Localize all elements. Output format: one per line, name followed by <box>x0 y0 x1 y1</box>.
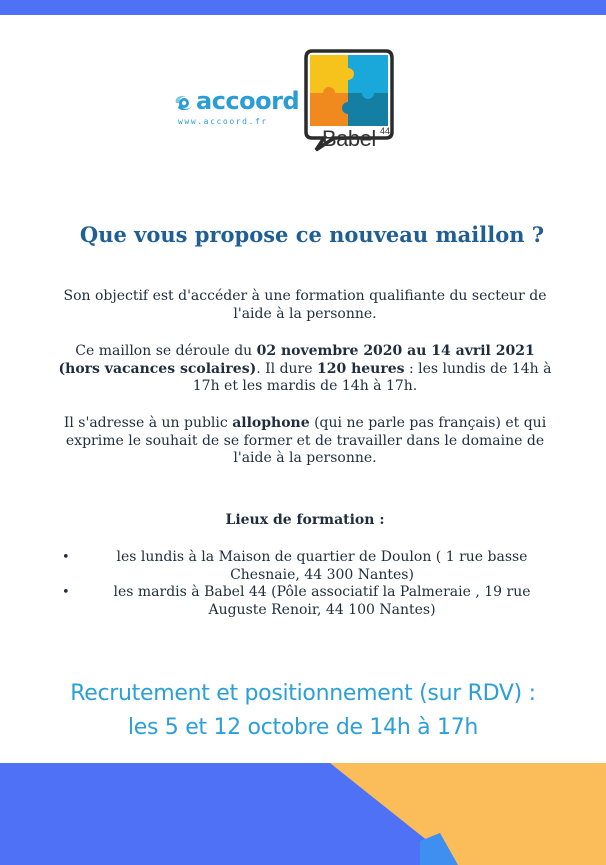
recruitment-line-2: les 5 et 12 octobre de 14h à 17h <box>127 715 479 740</box>
accoord-url: www.accoord.fr <box>178 117 268 126</box>
location-item-tuesday: • les mardis à Babel 44 (Pôle associatif la Palmeraie , 19 rue Auguste Renoir, 44 100 Nantes) <box>60 584 554 619</box>
audience-keyword: allophone <box>232 415 310 431</box>
babel-wordmark: Babel <box>322 126 376 151</box>
accoord-swirl-icon <box>172 93 196 113</box>
objective-paragraph: Son objectif est d'accéder à une formation qualifiante du secteur de l'aide à la personne. <box>63 288 547 322</box>
accoord-wordmark: accoord <box>196 87 300 115</box>
recruitment-line-1: Recrutement et positionnement (sur RDV) : <box>70 681 536 706</box>
schedule-paragraph <box>56 343 554 396</box>
babel44-logo <box>302 46 396 158</box>
top-color-band <box>0 0 606 15</box>
schedule-suffix: : les lundis de 14h à 17h et les mardis de 14h à 17h. <box>192 360 552 394</box>
page-title: Que vous propose ce nouveau maillon ? <box>79 222 545 247</box>
accoord-logo <box>172 87 300 130</box>
audience-suffix: (qui ne parle pas français) et qui exprime le souhait de se former et de travailler dans le domaine de l'aide à la personne. <box>65 415 547 466</box>
audience-prefix: Il s'adresse à un public <box>63 415 233 431</box>
recruitment-banner <box>0 677 606 745</box>
locations-list <box>60 549 554 619</box>
bottom-decoration <box>0 763 606 865</box>
babel-number: 44 <box>380 126 391 136</box>
location-item-monday: • les lundis à la Maison de quartier de Doulon ( 1 rue basse Chesnaie, 44 300 Nantes) <box>60 549 554 584</box>
schedule-hours: 120 heures <box>316 360 405 377</box>
audience-paragraph <box>56 415 554 468</box>
locations-heading: Lieux de formation : <box>225 512 385 528</box>
schedule-middle: . Il dure <box>256 360 317 377</box>
schedule-prefix: Ce maillon se déroule du <box>75 343 257 359</box>
schedule-dates: 02 novembre 2020 au 14 avril 2021 (hors vacances scolaires) <box>58 343 535 377</box>
